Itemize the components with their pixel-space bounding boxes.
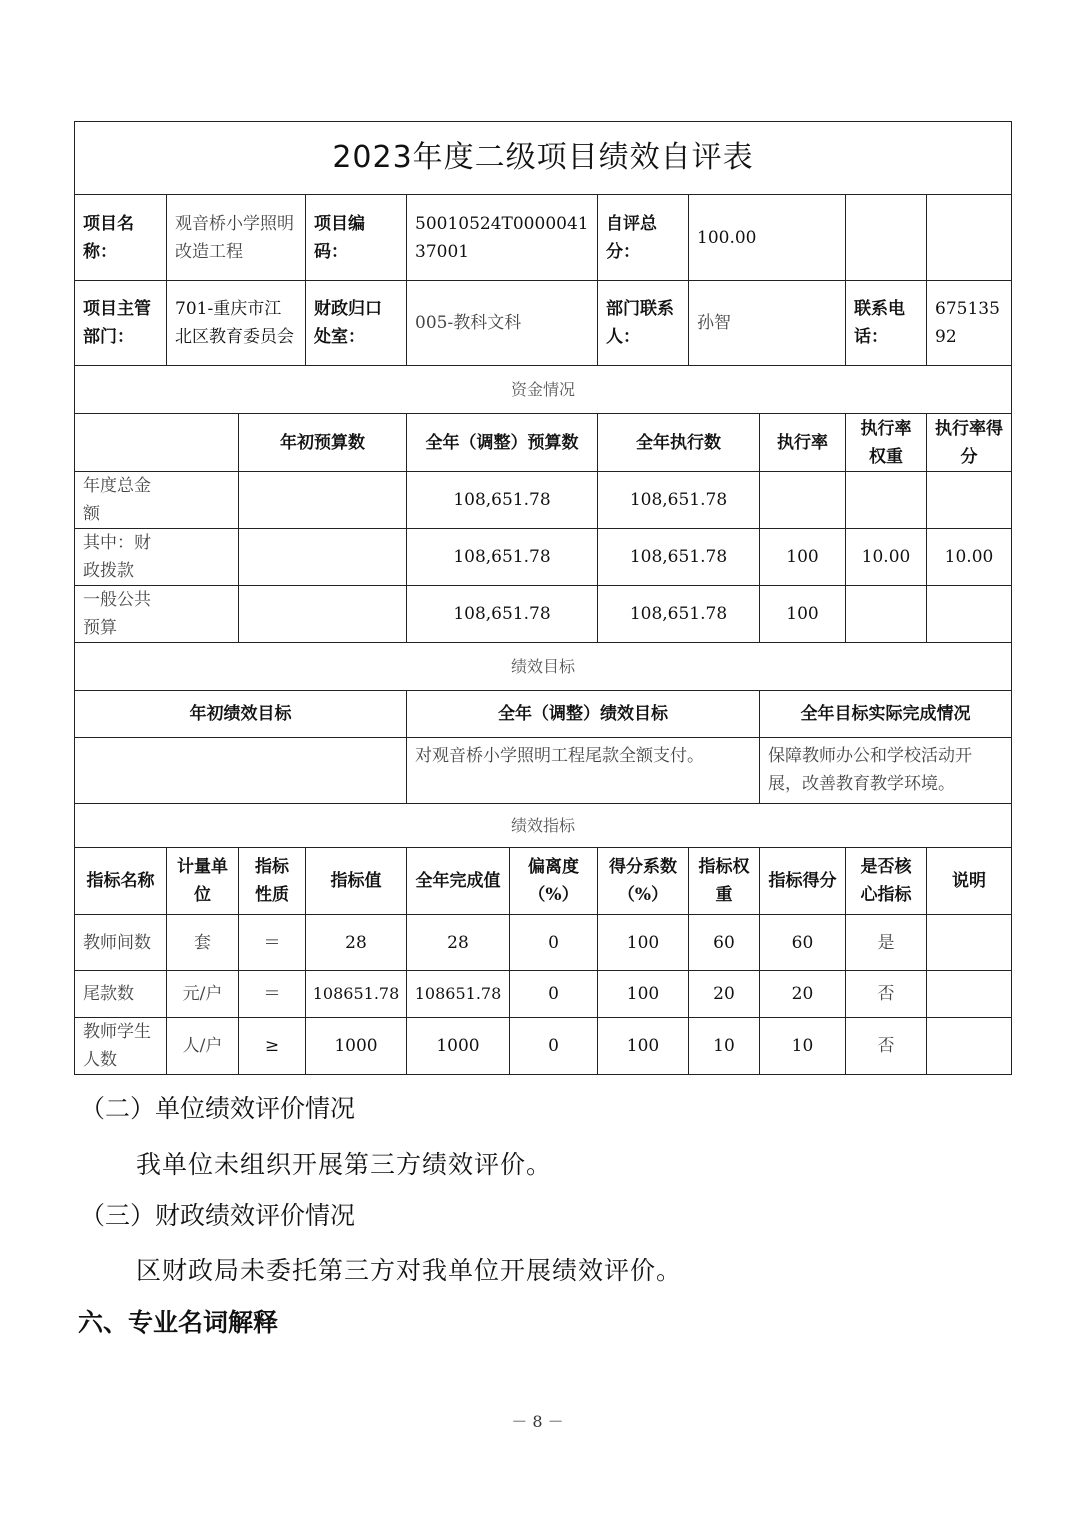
ind-nature: ＝ [239,915,306,971]
ind-completed: 28 [407,915,510,971]
ind-nature: ≥ [239,1018,306,1075]
project-name-label: 项目名称： [75,195,167,281]
page-number: － 8 － [511,1412,564,1431]
finance-evaluation-heading: （三）财政绩效评价情况 [80,1201,356,1230]
ind-deviation: 0 [510,915,598,971]
goals-header-adjusted: 全年（调整）绩效目标 [407,691,760,738]
ind-score: 60 [760,915,846,971]
ind-header-score: 指标得分 [760,848,846,915]
funds-row-label: 一般公共预算 [75,586,239,643]
ind-note [927,971,1012,1018]
ind-unit: 套 [167,915,239,971]
goal-initial [75,738,407,804]
ind-weight: 20 [689,971,760,1018]
ind-deviation: 0 [510,971,598,1018]
funds-section-header: 资金情况 [75,366,1012,414]
finance-evaluation-text: 区财政局未委托第三方对我单位开展绩效评价。 [136,1256,683,1285]
ind-score: 10 [760,1018,846,1075]
ind-header-deviation: 偏离度（%） [510,848,598,915]
ind-header-completed: 全年完成值 [407,848,510,915]
total-score: 100.00 [689,195,846,281]
funds-header-blank [75,414,239,472]
ind-deviation: 0 [510,1018,598,1075]
ind-header-core: 是否核心指标 [846,848,927,915]
funds-rate-weight [846,586,927,643]
ind-header-coefficient: 得分系数（%） [598,848,689,915]
total-score-label: 自评总分： [598,195,689,281]
section-six-heading: 六、专业名词解释 [78,1308,279,1337]
ind-header-nature: 指标性质 [239,848,306,915]
dept-value: 701-重庆市江北区教育委员会 [167,281,306,366]
ind-unit: 元/户 [167,971,239,1018]
ind-completed: 1000 [407,1018,510,1075]
ind-name: 教师间数 [75,915,167,971]
funds-adjusted-budget: 108,651.78 [407,529,598,586]
funds-rate: 100 [760,586,846,643]
indicators-section-header: 绩效指标 [75,804,1012,848]
ind-weight: 10 [689,1018,760,1075]
project-name: 观音桥小学照明改造工程 [167,195,306,281]
empty-cell [846,195,927,281]
funds-row [75,472,1012,529]
funds-rate-weight [846,472,927,529]
funds-executed: 108,651.78 [598,529,760,586]
contact-label: 部门联系人： [598,281,689,366]
table-title: 2023年度二级项目绩效自评表 [75,122,1012,195]
funds-header-initial-budget: 年初预算数 [239,414,407,472]
funds-rate-score: 10.00 [927,529,1012,586]
finance-office-label: 财政归口处室： [306,281,407,366]
ind-coefficient: 100 [598,971,689,1018]
phone-label: 联系电话： [846,281,927,366]
funds-row [75,586,1012,643]
funds-executed: 108,651.78 [598,472,760,529]
funds-rate-score [927,586,1012,643]
contact-value: 孙智 [689,281,846,366]
ind-header-unit: 计量单位 [167,848,239,915]
performance-table [74,121,1012,1075]
ind-note [927,1018,1012,1075]
funds-initial-budget [239,529,407,586]
funds-header-executed: 全年执行数 [598,414,760,472]
goals-header-actual: 全年目标实际完成情况 [760,691,1012,738]
ind-name: 尾款数 [75,971,167,1018]
funds-executed: 108,651.78 [598,586,760,643]
ind-target: 28 [306,915,407,971]
project-code-label: 项目编码： [306,195,407,281]
phone-value: 67513592 [927,281,1012,366]
ind-note [927,915,1012,971]
funds-initial-budget [239,472,407,529]
funds-rate-score [927,472,1012,529]
dept-label: 项目主管部门： [75,281,167,366]
ind-unit: 人/户 [167,1018,239,1075]
funds-header-rate-weight: 执行率权重 [846,414,927,472]
ind-header-name: 指标名称 [75,848,167,915]
funds-rate [760,472,846,529]
ind-target: 108651.78 [306,971,407,1018]
ind-coefficient: 100 [598,915,689,971]
project-code: 50010524T000004137001 [407,195,598,281]
funds-adjusted-budget: 108,651.78 [407,586,598,643]
funds-initial-budget [239,586,407,643]
ind-weight: 60 [689,915,760,971]
funds-adjusted-budget: 108,651.78 [407,472,598,529]
ind-core: 否 [846,1018,927,1075]
funds-row-label: 年度总金额 [75,472,239,529]
ind-nature: ＝ [239,971,306,1018]
ind-score: 20 [760,971,846,1018]
funds-rate-weight: 10.00 [846,529,927,586]
ind-header-weight: 指标权重 [689,848,760,915]
goals-section-header: 绩效目标 [75,643,1012,691]
empty-cell [927,195,1012,281]
funds-row [75,529,1012,586]
funds-rate: 100 [760,529,846,586]
table-row [75,915,1012,971]
unit-evaluation-text: 我单位未组织开展第三方绩效评价。 [136,1150,553,1179]
ind-core: 是 [846,915,927,971]
funds-header-rate: 执行率 [760,414,846,472]
ind-coefficient: 100 [598,1018,689,1075]
ind-target: 1000 [306,1018,407,1075]
ind-completed: 108651.78 [407,971,510,1018]
table-row [75,1018,1012,1075]
goals-header-initial: 年初绩效目标 [75,691,407,738]
ind-core: 否 [846,971,927,1018]
finance-office-value: 005-教科文科 [407,281,598,366]
ind-header-note: 说明 [927,848,1012,915]
goal-adjusted: 对观音桥小学照明工程尾款全额支付。 [407,738,760,804]
unit-evaluation-heading: （二）单位绩效评价情况 [80,1094,356,1123]
ind-header-target: 指标值 [306,848,407,915]
funds-header-adjusted-budget: 全年（调整）预算数 [407,414,598,472]
ind-name: 教师学生人数 [75,1018,167,1075]
table-row [75,971,1012,1018]
funds-row-label: 其中：财政拨款 [75,529,239,586]
goal-actual: 保障教师办公和学校活动开展，改善教育教学环境。 [760,738,1012,804]
funds-header-rate-score: 执行率得分 [927,414,1012,472]
